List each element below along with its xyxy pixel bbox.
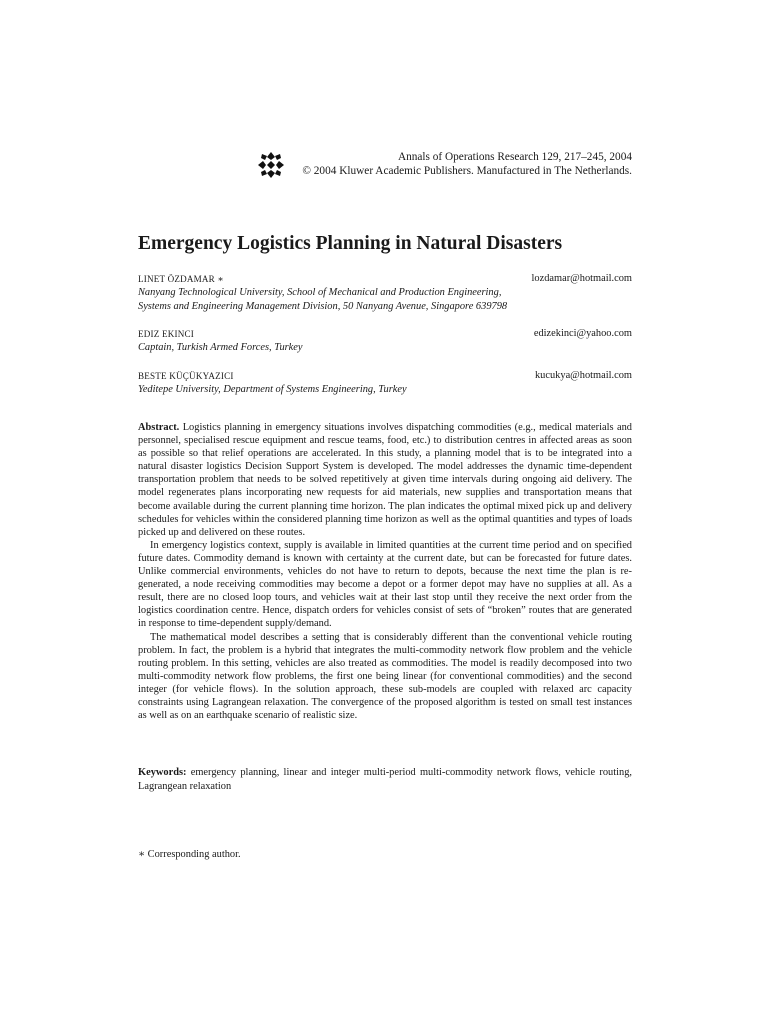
author-affiliation: Captain, Turkish Armed Forces, Turkey [138,342,303,353]
abstract-paragraph: The mathematical model describes a setting that is considerably different than the conventional vehicle routing problem. In fact, the problem is a hybrid that integrates the multi-commodity network flow problem and the vehicle routing problem. In this setting, vehicles are also treated as commodities. The model is readily decomposed into two multi-commodity network flow problems, the first one being linear (for conventional commodities) and the second integer (for vehicle flows). In the solution approach, these sub-models are coupled with relaxed arc capacity constraints using Lagrangean relaxation. The convergence of the proposed algorithm is tested on small test instances as well as on an earthquake scenario of realistic size. [138,631,632,722]
author-affiliation: Nanyang Technological University, School of Mechanical and Production Engineering, [138,287,502,298]
author-name: LINET ÖZDAMAR ∗ [138,274,224,284]
author-name: BESTE KÜÇÜKYAZICI [138,371,234,381]
keywords-label: Keywords: [138,767,187,778]
author-affiliation: Yeditepe University, Department of Systems Engineering, Turkey [138,384,407,395]
journal-citation: Annals of Operations Research 129, 217–245, 2004 [397,151,632,163]
abstract-paragraph: In emergency logistics context, supply is available in limited quantities at the current time period and on specified future dates. Commodity demand is known with certainty at the current date, but can be forecasted for future dates. Unlike commercial environments, vehicles do not have to return to depots, because the next time the plan is re-generated, a node receiving commodities may become a depot or a former depot may have no supplies at all. As a result, there are no closed loop tours, and vehicles wait at their last stop until they receive the next order from the logistics coordination centre. Hence, dispatch orders for vehicles consist of sets of “broken” routes that are generated in response to time-dependent supply/demand. [138,539,632,630]
abstract-paragraph [138,421,632,539]
author-block-1 [138,272,632,314]
author-affiliation: Systems and Engineering Management Division, 50 Nanyang Avenue, Singapore 639798 [138,301,508,312]
author-email: edizekinci@yahoo.com [533,328,632,339]
author-block-2 [138,327,632,355]
journal-header [258,148,632,182]
publisher-logo-icon [258,152,284,178]
abstract-text: Logistics planning in emergency situations involves dispatching commodities (e.g., medical materials and personnel, specialised rescue equipment and rescue teams, food, etc.) to distribution centres in affected areas as soon as possible so that relief operations are accelerated. In this study, a planning model that is to be integrated into a natural disaster logistics Decision Support System is developed. The model addresses the dynamic time-dependent transportation problem that needs to be solved repetitively at given time intervals during ongoing aid delivery. The model regenerates plans incorporating new requests for aid materials, new supplies and transportation means that become available during the current planning time horizon. The plan indicates the optimal mixed pick up and delivery schedules for vehicles within the considered planning time horizon as well as the optimal quantities and types of loads picked up and delivered on these routes. [138,422,632,538]
author-block-3 [138,369,632,397]
corresponding-author-footnote: ∗ Corresponding author. [138,849,241,860]
author-email: kucukya@hotmail.com [534,370,632,381]
keywords-section [138,766,632,794]
paper-title: Emergency Logistics Planning in Natural Disasters [138,233,563,254]
keywords-text: emergency planning, linear and integer multi-period multi-commodity network flows, vehicle routing, Lagrangean relaxation [138,767,632,792]
journal-info [302,150,632,178]
author-name: EDIZ EKINCI [138,329,194,339]
copyright-notice: © 2004 Kluwer Academic Publishers. Manufactured in The Netherlands. [302,165,632,177]
abstract-label: Abstract. [138,422,180,433]
abstract-section [138,421,632,722]
author-email: lozdamar@hotmail.com [531,273,632,284]
